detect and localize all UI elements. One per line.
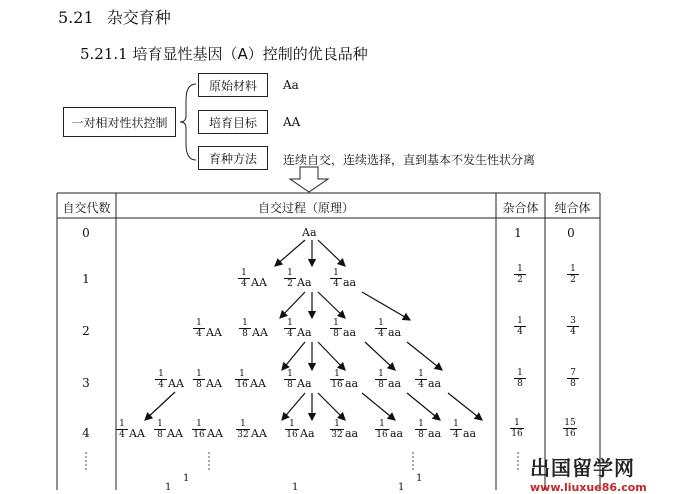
pedigree-arrow	[280, 292, 305, 318]
hetero-fraction	[514, 368, 526, 389]
gen4-node-fraction	[192, 419, 206, 440]
row-value-target: AA	[283, 115, 301, 129]
hetero-fraction-num: 1	[510, 418, 524, 429]
gen4-node-fraction-den: 8	[157, 430, 163, 440]
col-header-process: 自交过程（原理）	[257, 201, 354, 215]
hetero-fraction	[514, 316, 526, 337]
pedigree-arrow	[282, 393, 305, 420]
gen4-node-genotype: AA	[129, 427, 145, 440]
gen3-node-fraction	[415, 369, 427, 390]
hetero-cell: 1	[514, 226, 522, 240]
gen1-node-genotype: AA	[251, 276, 267, 289]
gen2-node-fraction-num: 1	[375, 318, 387, 329]
pedigree-arrow	[448, 393, 482, 420]
row-value-original: Aa	[283, 78, 299, 92]
gen1-node-fraction	[238, 268, 250, 289]
gen3-node-fraction-den: 16	[331, 380, 343, 390]
gen4-node-fraction-num: 1	[450, 419, 462, 430]
gen3-node-fraction-num: 1	[235, 369, 249, 380]
gen3-node-fraction	[284, 369, 296, 390]
gen2-node-fraction-den: 8	[242, 329, 248, 339]
row-value-method: 连续自交，连续选择，直到基本不发生性状分离	[283, 153, 536, 167]
gen1-node-fraction	[330, 268, 342, 289]
gen2-node-fraction	[330, 318, 342, 339]
gen3-node-fraction-num: 1	[415, 369, 427, 380]
pedigree-arrow	[275, 240, 305, 266]
gen4-node-fraction-den: 16	[193, 430, 205, 440]
col-header-generation: 自交代数	[62, 201, 111, 215]
homo-fraction-den: 16	[564, 429, 576, 439]
hetero-fraction	[514, 264, 526, 285]
gen3-node-genotype: AA	[168, 377, 184, 390]
pedigree-arrow	[407, 342, 442, 370]
gen4-node-fraction	[330, 419, 344, 440]
gen3-node-fraction	[155, 369, 167, 390]
hetero-fraction-num: 1	[514, 368, 526, 379]
gen3-node-genotype: AA	[250, 377, 266, 390]
gen3-node-genotype: aa	[345, 377, 359, 390]
col-header-hetero: 杂合体	[502, 201, 539, 215]
subsection-title: 培育显性基因（A）控制的优良品种	[132, 45, 368, 63]
homo-fraction-den: 4	[570, 327, 576, 337]
gen2-node-fraction-num: 1	[284, 318, 296, 329]
gen4-node-fraction-num: 1	[330, 419, 344, 430]
gen4-node-fraction	[116, 419, 128, 440]
section-title: 杂交育种	[106, 8, 171, 27]
homo-fraction	[567, 368, 579, 389]
gen4-node-fraction-num: 1	[154, 419, 166, 430]
homo-fraction-num: 7	[567, 368, 579, 379]
row-label-target-text: 培育目标	[208, 115, 257, 130]
row-label-method-text: 育种方法	[208, 151, 257, 166]
hetero-fraction-num: 1	[514, 264, 526, 275]
gen2-node-fraction	[284, 318, 296, 339]
pedigree-arrow	[365, 342, 395, 370]
gen3-node-fraction-den: 4	[158, 380, 164, 390]
section-number: 5.21	[58, 8, 94, 27]
bottom-partial-num: 1	[416, 473, 423, 484]
gen1-node-fraction-num: 1	[330, 268, 342, 279]
gen1-node-genotype: Aa	[297, 276, 312, 289]
gen4-node-genotype: AA	[251, 427, 267, 440]
gen2-node-fraction-den: 4	[196, 329, 202, 339]
gen3-node-fraction-num: 1	[193, 369, 205, 380]
hetero-fraction	[510, 418, 524, 439]
gen4-node-genotype: aa	[463, 427, 477, 440]
gen4-node-fraction-num: 1	[236, 419, 250, 430]
gen4-node-genotype: aa	[390, 427, 404, 440]
bottom-partial-int: 1	[292, 482, 299, 493]
gen3-node-fraction-den: 8	[196, 380, 202, 390]
gen4-node-genotype: aa	[345, 427, 359, 440]
homo-fraction-den: 2	[570, 275, 576, 285]
gen1-node-fraction-num: 1	[284, 268, 296, 279]
bottom-partial-int: 1	[398, 482, 405, 493]
gen2-node-fraction-den: 4	[287, 329, 293, 339]
pedigree-arrow	[318, 240, 345, 266]
gen2-node-fraction-num: 1	[330, 318, 342, 329]
gen4-node-fraction-den: 32	[237, 430, 249, 440]
gen2-node-fraction	[375, 318, 387, 339]
gen3-node-fraction-num: 1	[375, 369, 387, 380]
gen1-node-fraction-num: 1	[238, 268, 250, 279]
gen4-node-fraction	[375, 419, 389, 440]
gen3-node-fraction-num: 1	[330, 369, 344, 380]
gen2-node-genotype: aa	[343, 326, 357, 339]
gen3-node-fraction	[235, 369, 249, 390]
generation-cell: 4	[82, 426, 90, 440]
gen4-node-genotype: AA	[207, 427, 223, 440]
gen1-node-genotype: aa	[343, 276, 357, 289]
gen2-node-genotype: AA	[252, 326, 268, 339]
gen2-node-genotype: AA	[206, 326, 222, 339]
gen3-node-genotype: AA	[206, 377, 222, 390]
gen4-node-genotype: aa	[428, 427, 442, 440]
bottom-partial-num: 1	[183, 473, 190, 484]
pedigree-arrow	[407, 393, 440, 420]
gen3-node-genotype: aa	[428, 377, 442, 390]
gen2-node-fraction	[239, 318, 251, 339]
hetero-fraction-den: 2	[517, 275, 523, 285]
gen3-node-fraction-den: 16	[236, 380, 248, 390]
gen4-node-fraction	[415, 419, 427, 440]
pedigree-arrow	[282, 342, 305, 370]
gen3-node-genotype: Aa	[297, 377, 312, 390]
homo-fraction	[567, 264, 579, 285]
gen2-node-fraction-num: 1	[193, 318, 205, 329]
gen4-node-fraction-num: 1	[375, 419, 389, 430]
pedigree-arrow	[362, 292, 410, 320]
bottom-partial-int: 1	[165, 482, 172, 493]
gen4-node-fraction-den: 16	[286, 430, 298, 440]
gen4-node-fraction	[285, 419, 299, 440]
gen4-node-fraction-den: 16	[376, 430, 388, 440]
gen3-node-fraction	[375, 369, 387, 390]
gen4-node-genotype: Aa	[300, 427, 315, 440]
homo-fraction	[567, 316, 579, 337]
homo-fraction-den: 8	[570, 379, 576, 389]
gen4-node-genotype: AA	[167, 427, 183, 440]
gen4-node-fraction	[450, 419, 462, 440]
gen2-node-fraction-den: 4	[378, 329, 384, 339]
subsection-number: 5.21.1	[80, 45, 128, 63]
gen1-node-fraction-den: 4	[333, 279, 339, 289]
homo-fraction-num: 15	[564, 418, 576, 428]
gen2-node-fraction-num: 1	[239, 318, 251, 329]
gen4-node-fraction	[236, 419, 250, 440]
gen4-node-fraction-den: 32	[331, 430, 343, 440]
pedigree-arrow	[145, 392, 175, 420]
gen1-node-fraction	[284, 268, 296, 289]
gen4-node-fraction-num: 1	[116, 419, 128, 430]
gen1-node-fraction-den: 4	[241, 279, 247, 289]
pedigree-arrow	[318, 393, 345, 420]
gen2-node-fraction	[193, 318, 205, 339]
generation-cell: 1	[82, 272, 90, 286]
watermark-title: 出国留学网	[530, 456, 635, 480]
gen3-node-fraction	[193, 369, 205, 390]
gen2-node-genotype: aa	[388, 326, 402, 339]
hetero-fraction-den: 16	[511, 429, 523, 439]
gen3-node-fraction-den: 8	[378, 380, 384, 390]
gen4-node-fraction-den: 4	[119, 430, 125, 440]
gen3-node-fraction-num: 1	[284, 369, 296, 380]
gen3-node-fraction-den: 8	[287, 380, 293, 390]
hetero-fraction-den: 4	[517, 327, 523, 337]
watermark-url: www.liuxue86.com	[530, 481, 647, 494]
gen2-node-genotype: Aa	[297, 326, 312, 339]
gen3-node-fraction	[330, 369, 344, 390]
homo-fraction-num: 1	[567, 264, 579, 275]
generation-cell: 3	[82, 376, 90, 390]
pedigree-arrow	[362, 393, 395, 420]
trait-control-label: 一对相对性状控制	[71, 115, 168, 130]
gen4-node-fraction-num: 1	[415, 419, 427, 430]
gen3-node-fraction-den: 4	[418, 380, 424, 390]
homo-fraction-num: 3	[567, 316, 579, 327]
row-label-original-text: 原始材料	[208, 78, 257, 93]
gen4-node-fraction-den: 4	[453, 430, 459, 440]
gen4-node-fraction	[154, 419, 166, 440]
watermark	[530, 452, 676, 494]
hetero-fraction-den: 8	[517, 379, 523, 389]
generation-cell: 0	[82, 226, 90, 240]
generation-cell: 2	[82, 324, 90, 338]
homo-fraction	[563, 418, 577, 439]
gen2-node-fraction-den: 8	[333, 329, 339, 339]
gen3-node-fraction-num: 1	[155, 369, 167, 380]
homo-cell: 0	[567, 226, 575, 240]
gen3-node-genotype: aa	[388, 377, 402, 390]
pedigree-arrow	[318, 292, 345, 318]
col-header-homo: 纯合体	[554, 201, 591, 215]
gen4-node-fraction-num: 1	[192, 419, 206, 430]
gen4-node-fraction-den: 8	[418, 430, 424, 440]
gen1-node-fraction-den: 2	[287, 279, 293, 289]
gen0-node: Aa	[302, 226, 317, 239]
hetero-fraction-num: 1	[514, 316, 526, 327]
pedigree-arrow	[318, 342, 345, 370]
gen4-node-fraction-num: 1	[285, 419, 299, 430]
